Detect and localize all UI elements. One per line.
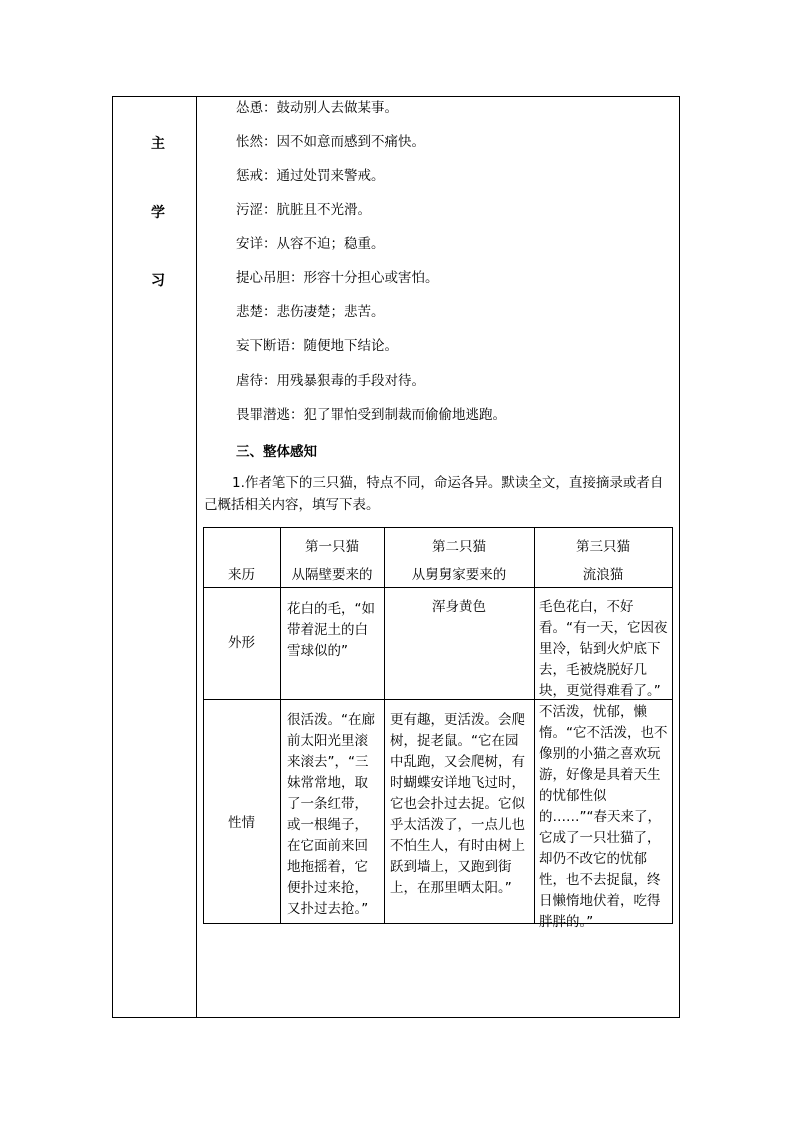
- row-label-temperament: 性情: [228, 815, 255, 831]
- table-rule: [280, 527, 281, 924]
- table-cell: 毛色花白，不好看。“有一天，它因夜里冷，钻到火炉底下去，毛被烧脱好几块，更觉得难看了。”: [539, 599, 668, 699]
- vocab-entry: 妄下断语：随便地下结论。: [236, 338, 398, 354]
- side-label-char: 学: [151, 205, 165, 221]
- column-divider: [196, 96, 197, 1018]
- vocab-entry: 怂恿：鼓动别人去做某事。: [236, 100, 398, 116]
- vocab-entry: 悲楚：悲伤凄楚；悲苦。: [236, 304, 385, 320]
- table-rule: [203, 527, 673, 528]
- table-header-cell: 第二只猫: [432, 539, 486, 555]
- vocab-entry: 安详：从容不迫；稳重。: [236, 236, 385, 252]
- vocab-entry: 畏罪潜逃：犯了罪怕受到制裁而偷偷地逃跑。: [236, 407, 506, 423]
- table-cell: 流浪猫: [582, 567, 624, 583]
- side-label-char: 习: [151, 273, 165, 289]
- table-header-cell: 第一只猫: [305, 539, 359, 555]
- vocab-entry: 怅然：因不如意而感到不痛快。: [236, 134, 425, 150]
- section-heading: 三、整体感知: [236, 444, 317, 460]
- comparison-table: [203, 527, 673, 930]
- table-cell: 更有趣，更活泼。会爬树，捉老鼠。“它在园中乱跑，又会爬树，有时蝴蝶安详地飞过时，它也会扑过去捉。它似乎太活泼了，一点儿也不怕生人，有时由树上跃到墙上，又跑到街上，在那里晒太阳。”: [390, 712, 525, 896]
- table-rule: [384, 527, 385, 924]
- table-cell: 从舅舅家要来的: [411, 567, 507, 583]
- table-cell: 花白的毛，“如带着泥土的白雪球似的”: [287, 601, 375, 659]
- table-rule: [203, 527, 204, 924]
- row-label-origin: 来历: [228, 567, 255, 583]
- question-text: 1.作者笔下的三只猫，特点不同，命运各异。默读全文，直接摘录或者自己概括相关内容，填写下表。: [204, 475, 664, 513]
- table-cell: 不活泼，忧郁，懒惰。“它不活泼，也不像别的小猫之喜欢玩游，好像是具着天生的忧郁性似的……”“春天来了，它成了一只壮猫了，却仍不改它的忧郁性，也不去捉鼠，终日懒惰地伏着，吃得胖胖的。”: [539, 704, 668, 930]
- table-header-cell: 第三只猫: [576, 539, 630, 555]
- vocab-entry: 污涩：肮脏且不光滑。: [236, 202, 371, 218]
- table-cell: 从隔壁要来的: [291, 567, 373, 583]
- row-label-appearance: 外形: [228, 635, 255, 651]
- vocab-entry: 提心吊胆：形容十分担心或害怕。: [236, 270, 439, 286]
- table-cell: 很活泼。“在廊前太阳光里滚来滚去”，“三妹常常地，取了一条红带，或一根绳子，在它面前来回地拖摇着，它便扑过来抢，又扑过去抢。”: [287, 712, 375, 917]
- table-rule: [534, 527, 535, 924]
- vocab-entry: 惩戒：通过处罚来警戒。: [236, 168, 385, 184]
- table-rule: [672, 527, 673, 924]
- vocab-entry: 虐待：用残暴狠毒的手段对待。: [236, 373, 425, 389]
- side-label-char: 主: [151, 136, 165, 152]
- table-rule: [203, 587, 673, 588]
- table-rule: [203, 923, 673, 924]
- table-cell: 浑身黄色: [432, 599, 486, 615]
